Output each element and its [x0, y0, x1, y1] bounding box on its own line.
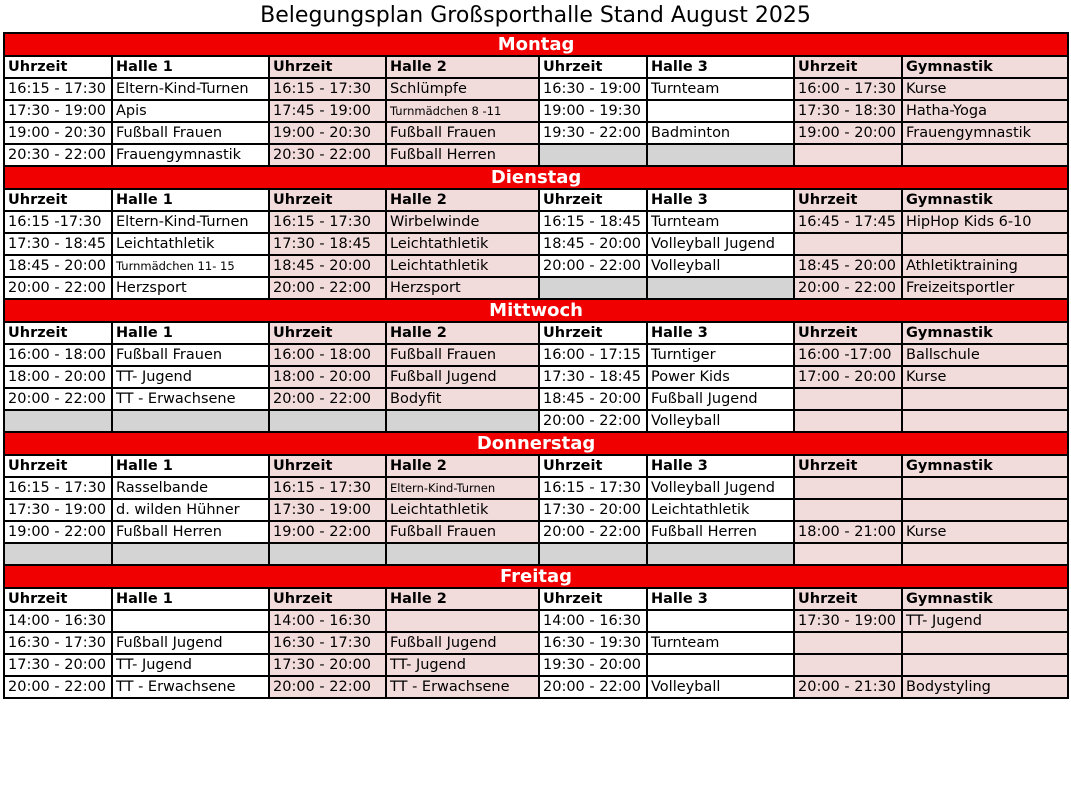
column-header: Gymnastik [902, 189, 1068, 211]
activity-cell: Fußball Jugend [647, 388, 794, 410]
time-cell [794, 233, 902, 255]
time-cell [794, 388, 902, 410]
activity-cell: Herzsport [386, 277, 539, 299]
column-header: Uhrzeit [4, 56, 112, 78]
time-cell: 17:45 - 19:00 [269, 100, 386, 122]
table-row [4, 277, 1068, 299]
column-header: Uhrzeit [794, 322, 902, 344]
table-row [4, 632, 1068, 654]
activity-cell: Eltern-Kind-Turnen [112, 78, 269, 100]
column-header: Halle 2 [386, 322, 539, 344]
time-cell: 16:00 - 17:15 [539, 344, 647, 366]
activity-cell: HipHop Kids 6-10 [902, 211, 1068, 233]
time-cell: 16:15 - 17:30 [4, 78, 112, 100]
activity-cell [902, 499, 1068, 521]
activity-cell [647, 277, 794, 299]
activity-cell: Ballschule [902, 344, 1068, 366]
table-row [4, 233, 1068, 255]
activity-cell: Hatha-Yoga [902, 100, 1068, 122]
time-cell: 20:00 - 21:30 [794, 676, 902, 698]
time-cell: 20:00 - 22:00 [794, 277, 902, 299]
column-header: Uhrzeit [4, 322, 112, 344]
column-header: Uhrzeit [269, 189, 386, 211]
activity-cell: Volleyball Jugend [647, 477, 794, 499]
time-cell: 17:30 - 19:00 [794, 610, 902, 632]
table-row [4, 654, 1068, 676]
time-cell: 18:45 - 20:00 [794, 255, 902, 277]
activity-cell: Fußball Frauen [386, 521, 539, 543]
activity-cell: Wirbelwinde [386, 211, 539, 233]
activity-cell: Volleyball [647, 255, 794, 277]
time-cell: 17:30 - 19:00 [269, 499, 386, 521]
time-cell: 19:00 - 22:00 [4, 521, 112, 543]
time-cell: 16:00 - 18:00 [269, 344, 386, 366]
time-cell: 19:00 - 20:30 [4, 122, 112, 144]
column-header: Uhrzeit [539, 588, 647, 610]
time-cell [794, 654, 902, 676]
column-header: Uhrzeit [794, 588, 902, 610]
table-row [4, 499, 1068, 521]
time-cell: 16:15 - 17:30 [269, 211, 386, 233]
table-row [4, 388, 1068, 410]
activity-cell [112, 543, 269, 565]
column-header: Uhrzeit [4, 189, 112, 211]
time-cell: 16:30 - 17:30 [269, 632, 386, 654]
activity-cell: Apis [112, 100, 269, 122]
activity-cell [112, 410, 269, 432]
time-cell: 17:30 - 18:30 [794, 100, 902, 122]
time-cell: 18:45 - 20:00 [4, 255, 112, 277]
table-row [4, 211, 1068, 233]
time-cell [794, 543, 902, 565]
activity-cell [902, 654, 1068, 676]
time-cell [539, 144, 647, 166]
activity-cell: Kurse [902, 78, 1068, 100]
column-header: Halle 2 [386, 189, 539, 211]
table-row [4, 344, 1068, 366]
column-header: Uhrzeit [794, 56, 902, 78]
column-header: Halle 1 [112, 56, 269, 78]
time-cell: 20:30 - 22:00 [4, 144, 112, 166]
activity-cell: Fußball Frauen [112, 122, 269, 144]
page-title: Belegungsplan Großsporthalle Stand August 2025 [260, 3, 811, 28]
column-header: Halle 1 [112, 189, 269, 211]
time-cell [794, 410, 902, 432]
day-header: Donnerstag [4, 432, 1068, 455]
activity-cell [386, 410, 539, 432]
column-header: Halle 1 [112, 455, 269, 477]
time-cell: 18:00 - 20:00 [269, 366, 386, 388]
column-header: Halle 1 [112, 322, 269, 344]
time-cell: 17:30 - 19:00 [4, 499, 112, 521]
activity-cell [902, 632, 1068, 654]
column-header: Uhrzeit [269, 588, 386, 610]
column-header: Uhrzeit [539, 322, 647, 344]
time-cell: 19:00 - 19:30 [539, 100, 647, 122]
time-cell [269, 410, 386, 432]
time-cell: 17:30 - 18:45 [539, 366, 647, 388]
activity-cell [902, 477, 1068, 499]
table-row [4, 410, 1068, 432]
activity-cell: Kurse [902, 521, 1068, 543]
schedule-table [3, 32, 1069, 699]
time-cell: 16:45 - 17:45 [794, 211, 902, 233]
time-cell: 16:15 - 17:30 [269, 477, 386, 499]
time-cell: 20:30 - 22:00 [269, 144, 386, 166]
time-cell: 14:00 - 16:30 [4, 610, 112, 632]
time-cell: 17:30 - 20:00 [539, 499, 647, 521]
table-row [4, 144, 1068, 166]
table-row [4, 543, 1068, 565]
column-header: Halle 2 [386, 455, 539, 477]
column-header: Halle 3 [647, 322, 794, 344]
column-header: Uhrzeit [794, 455, 902, 477]
column-header: Uhrzeit [4, 455, 112, 477]
table-row [4, 78, 1068, 100]
table-row [4, 255, 1068, 277]
activity-cell: Schlümpfe [386, 78, 539, 100]
column-header: Halle 3 [647, 56, 794, 78]
time-cell: 17:30 - 18:45 [4, 233, 112, 255]
activity-cell: Leichtathletik [386, 255, 539, 277]
activity-cell: Fußball Frauen [112, 344, 269, 366]
activity-cell: Freizeitsportler [902, 277, 1068, 299]
column-header: Uhrzeit [269, 56, 386, 78]
table-row [4, 676, 1068, 698]
time-cell: 17:30 - 20:00 [269, 654, 386, 676]
activity-cell: TT- Jugend [112, 654, 269, 676]
column-header: Halle 3 [647, 189, 794, 211]
activity-cell: Power Kids [647, 366, 794, 388]
column-header: Uhrzeit [539, 56, 647, 78]
time-cell: 20:00 - 22:00 [4, 388, 112, 410]
day-header: Freitag [4, 565, 1068, 588]
time-cell [4, 410, 112, 432]
activity-cell: Fußball Jugend [112, 632, 269, 654]
column-header: Halle 2 [386, 588, 539, 610]
time-cell [794, 632, 902, 654]
activity-cell: TT- Jugend [112, 366, 269, 388]
activity-cell: Turnteam [647, 211, 794, 233]
time-cell: 20:00 - 22:00 [269, 388, 386, 410]
activity-cell [647, 144, 794, 166]
activity-cell [902, 388, 1068, 410]
time-cell: 16:30 - 19:30 [539, 632, 647, 654]
activity-cell [112, 610, 269, 632]
time-cell: 20:00 - 22:00 [269, 277, 386, 299]
column-header: Gymnastik [902, 455, 1068, 477]
time-cell: 18:45 - 20:00 [539, 388, 647, 410]
time-cell: 16:30 - 17:30 [4, 632, 112, 654]
column-header: Uhrzeit [539, 189, 647, 211]
time-cell: 19:00 - 22:00 [269, 521, 386, 543]
activity-cell [902, 144, 1068, 166]
time-cell: 17:00 - 20:00 [794, 366, 902, 388]
activity-cell: Turnteam [647, 632, 794, 654]
activity-cell: TT- Jugend [386, 654, 539, 676]
activity-cell [386, 543, 539, 565]
column-header: Gymnastik [902, 322, 1068, 344]
time-cell: 16:15 - 17:30 [269, 78, 386, 100]
time-cell [794, 477, 902, 499]
time-cell: 16:15 - 17:30 [539, 477, 647, 499]
activity-cell: Herzsport [112, 277, 269, 299]
time-cell [794, 499, 902, 521]
column-header: Halle 3 [647, 455, 794, 477]
column-header: Uhrzeit [269, 322, 386, 344]
time-cell: 14:00 - 16:30 [269, 610, 386, 632]
table-row [4, 100, 1068, 122]
time-cell: 14:00 - 16:30 [539, 610, 647, 632]
activity-cell: Turnmädchen 11- 15 [112, 255, 269, 277]
column-header: Uhrzeit [794, 189, 902, 211]
activity-cell: Fußball Frauen [386, 122, 539, 144]
time-cell: 16:30 - 19:00 [539, 78, 647, 100]
table-row [4, 366, 1068, 388]
time-cell: 16:15 -17:30 [4, 211, 112, 233]
time-cell: 16:00 - 17:30 [794, 78, 902, 100]
time-cell: 19:00 - 20:00 [794, 122, 902, 144]
column-header: Halle 3 [647, 588, 794, 610]
column-header: Uhrzeit [539, 455, 647, 477]
table-row [4, 477, 1068, 499]
activity-cell: Fußball Jugend [386, 632, 539, 654]
time-cell: 16:15 - 17:30 [4, 477, 112, 499]
activity-cell: Leichtathletik [647, 499, 794, 521]
activity-cell: Volleyball [647, 410, 794, 432]
activity-cell: TT - Erwachsene [112, 388, 269, 410]
time-cell: 20:00 - 22:00 [539, 255, 647, 277]
time-cell: 17:30 - 20:00 [4, 654, 112, 676]
table-row [4, 610, 1068, 632]
activity-cell: Athletiktraining [902, 255, 1068, 277]
activity-cell [647, 610, 794, 632]
activity-cell: Turnmädchen 8 -11 [386, 100, 539, 122]
activity-cell [647, 543, 794, 565]
activity-cell: Rasselbande [112, 477, 269, 499]
time-cell: 20:00 - 22:00 [269, 676, 386, 698]
activity-cell: Turnteam [647, 78, 794, 100]
column-header: Halle 2 [386, 56, 539, 78]
activity-cell: Kurse [902, 366, 1068, 388]
time-cell [539, 543, 647, 565]
activity-cell: Fußball Herren [386, 144, 539, 166]
activity-cell: Leichtathletik [112, 233, 269, 255]
table-row [4, 521, 1068, 543]
day-header: Montag [4, 33, 1068, 56]
time-cell [4, 543, 112, 565]
time-cell: 19:30 - 22:00 [539, 122, 647, 144]
column-header: Halle 1 [112, 588, 269, 610]
time-cell: 19:00 - 20:30 [269, 122, 386, 144]
time-cell: 16:15 - 18:45 [539, 211, 647, 233]
activity-cell: TT - Erwachsene [386, 676, 539, 698]
activity-cell: TT- Jugend [902, 610, 1068, 632]
table-row [4, 122, 1068, 144]
column-header: Uhrzeit [269, 455, 386, 477]
activity-cell [647, 100, 794, 122]
time-cell: 16:00 -17:00 [794, 344, 902, 366]
activity-cell: Bodyfit [386, 388, 539, 410]
activity-cell: Eltern-Kind-Turnen [386, 477, 539, 499]
time-cell: 17:30 - 19:00 [4, 100, 112, 122]
activity-cell: Leichtathletik [386, 233, 539, 255]
activity-cell [902, 233, 1068, 255]
activity-cell [902, 543, 1068, 565]
activity-cell [902, 410, 1068, 432]
time-cell: 18:45 - 20:00 [539, 233, 647, 255]
time-cell: 18:45 - 20:00 [269, 255, 386, 277]
activity-cell: d. wilden Hühner [112, 499, 269, 521]
day-header: Dienstag [4, 166, 1068, 189]
time-cell: 17:30 - 18:45 [269, 233, 386, 255]
activity-cell [386, 610, 539, 632]
activity-cell: Fußball Herren [647, 521, 794, 543]
activity-cell: Bodystyling [902, 676, 1068, 698]
activity-cell: Volleyball Jugend [647, 233, 794, 255]
time-cell: 19:30 - 20:00 [539, 654, 647, 676]
column-header: Gymnastik [902, 56, 1068, 78]
column-header: Gymnastik [902, 588, 1068, 610]
column-header: Uhrzeit [4, 588, 112, 610]
time-cell: 18:00 - 21:00 [794, 521, 902, 543]
time-cell: 20:00 - 22:00 [4, 277, 112, 299]
activity-cell: Fußball Frauen [386, 344, 539, 366]
time-cell: 20:00 - 22:00 [539, 676, 647, 698]
activity-cell: Volleyball [647, 676, 794, 698]
activity-cell: TT - Erwachsene [112, 676, 269, 698]
activity-cell: Frauengymnastik [112, 144, 269, 166]
activity-cell: Eltern-Kind-Turnen [112, 211, 269, 233]
time-cell: 20:00 - 22:00 [4, 676, 112, 698]
activity-cell: Fußball Herren [112, 521, 269, 543]
time-cell: 16:00 - 18:00 [4, 344, 112, 366]
time-cell: 18:00 - 20:00 [4, 366, 112, 388]
time-cell [794, 144, 902, 166]
day-header: Mittwoch [4, 299, 1068, 322]
activity-cell: Frauengymnastik [902, 122, 1068, 144]
activity-cell [647, 654, 794, 676]
time-cell: 20:00 - 22:00 [539, 410, 647, 432]
time-cell [269, 543, 386, 565]
time-cell: 20:00 - 22:00 [539, 521, 647, 543]
activity-cell: Badminton [647, 122, 794, 144]
activity-cell: Turntiger [647, 344, 794, 366]
activity-cell: Leichtathletik [386, 499, 539, 521]
time-cell [539, 277, 647, 299]
activity-cell: Fußball Jugend [386, 366, 539, 388]
